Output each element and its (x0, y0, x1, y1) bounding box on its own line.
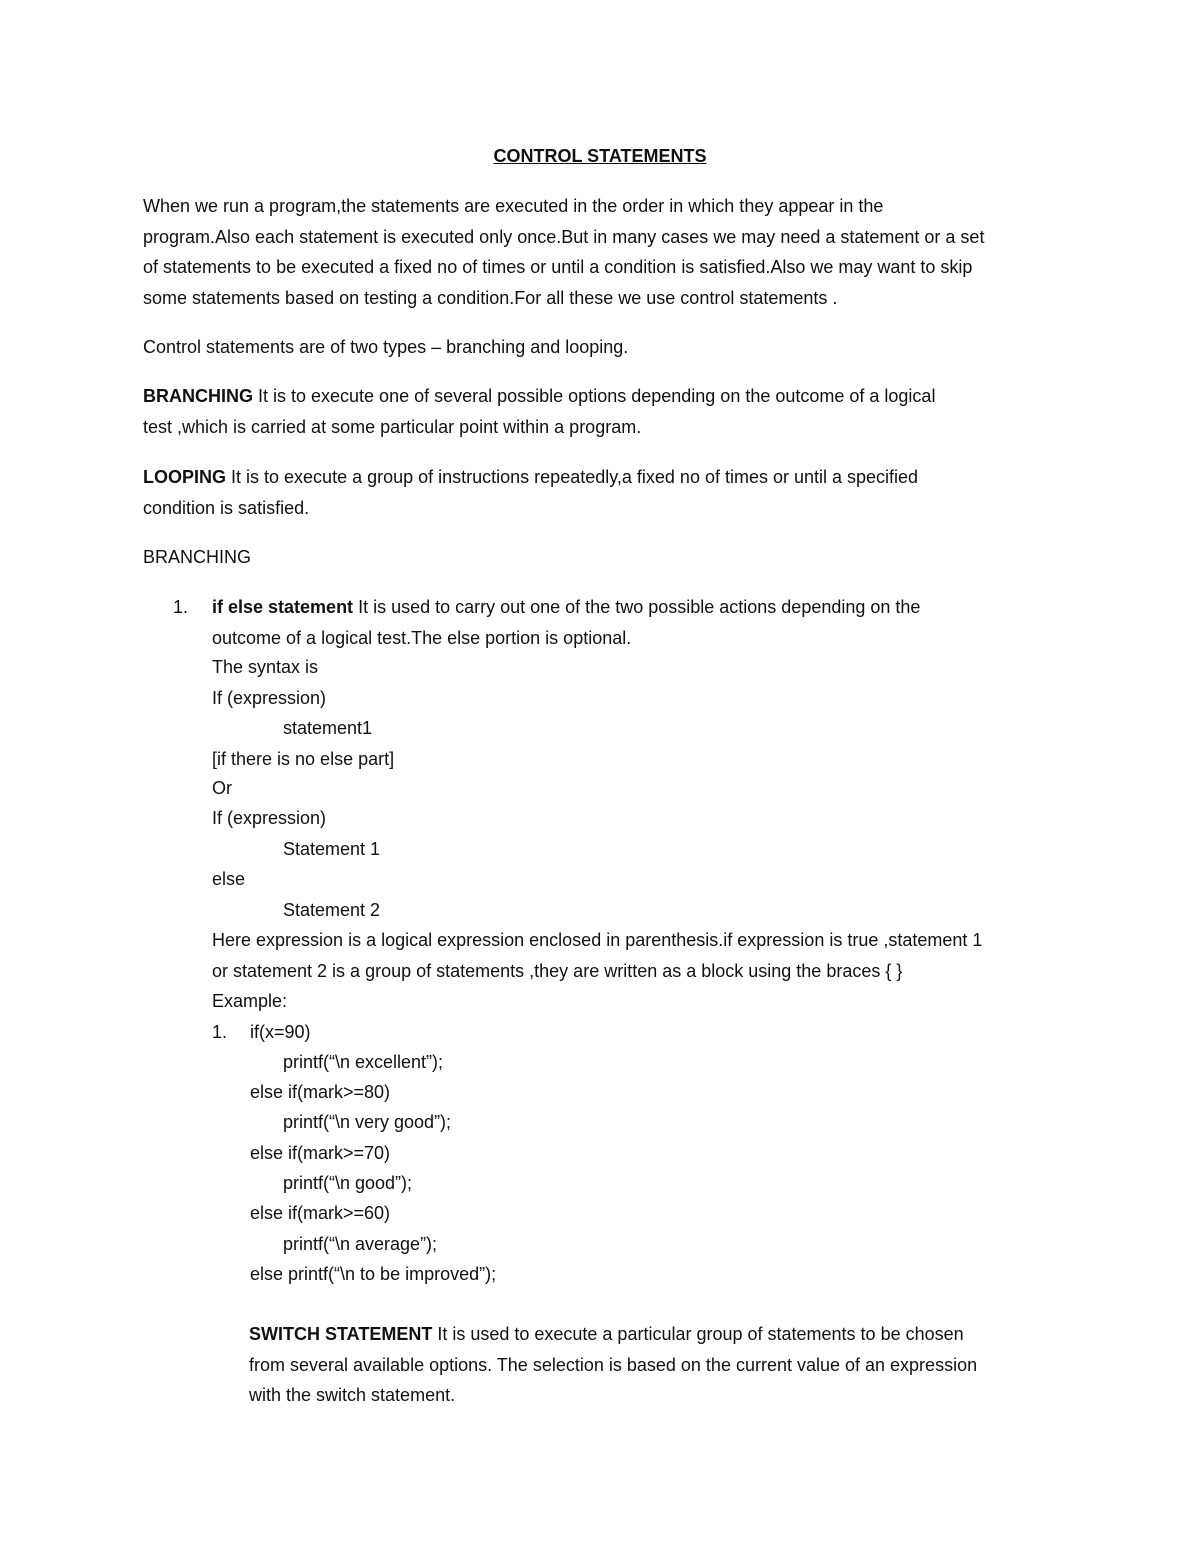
looping-definition-line-2: condition is satisfied. (143, 498, 310, 518)
if-else-term: if else statement (212, 597, 354, 617)
branching-heading: BRANCHING (143, 547, 252, 567)
syntax-label: The syntax is (212, 657, 319, 677)
syntax-line: Or (212, 778, 232, 798)
example-list-number: 1. (212, 1022, 228, 1042)
syntax-line: statement1 (283, 718, 373, 738)
intro-line-2: program.Also each statement is executed only once.But in many cases we may need a statement or a set (143, 227, 985, 247)
intro-line-4: some statements based on testing a condition.For all these we use control statements . (143, 288, 838, 308)
code-line: printf(“\n average”); (283, 1234, 438, 1254)
code-line: printf(“\n excellent”); (283, 1052, 444, 1072)
syntax-line: If (expression) (212, 688, 327, 708)
code-line: else printf(“\n to be improved”); (250, 1264, 497, 1284)
switch-line-2: from several available options. The selection is based on the current value of an expression (249, 1355, 978, 1375)
code-line: else if(mark>=70) (250, 1143, 391, 1163)
intro-line-1: When we run a program,the statements are executed in the order in which they appear in the (143, 196, 884, 216)
code-line: else if(mark>=60) (250, 1203, 391, 1223)
syntax-line: Statement 1 (283, 839, 381, 859)
explanation-line-1: Here expression is a logical expression enclosed in parenthesis.if expression is true ,statement 1 (212, 930, 983, 950)
code-line: printf(“\n good”); (283, 1173, 413, 1193)
switch-line-3: with the switch statement. (249, 1385, 456, 1405)
code-line: printf(“\n very good”); (283, 1112, 452, 1132)
if-else-line-2: outcome of a logical test.The else portion is optional. (212, 628, 632, 648)
if-else-line-1 (212, 596, 920, 618)
explanation-line-2: or statement 2 is a group of statements ,they are written as a block using the braces { } (212, 961, 903, 981)
intro-line-3: of statements to be executed a fixed no of times or until a condition is satisfied.Also we may want to skip (143, 257, 973, 277)
looping-term: LOOPING (143, 467, 227, 487)
switch-term: SWITCH STATEMENT (249, 1324, 433, 1344)
code-line: else if(mark>=80) (250, 1082, 391, 1102)
branching-definition-line-2: test ,which is carried at some particular point within a program. (143, 417, 642, 437)
if-else-list-number: 1. (173, 597, 189, 617)
branching-definition-text: It is to execute one of several possible options depending on the outcome of a logical (253, 386, 936, 406)
looping-definition-text: It is to execute a group of instructions repeatedly,a fixed no of times or until a specified (226, 467, 919, 487)
switch-line-1 (249, 1323, 964, 1345)
if-else-text: It is used to carry out one of the two possible actions depending on the (353, 597, 921, 617)
syntax-line: Statement 2 (283, 900, 381, 920)
looping-definition-line-1 (143, 466, 918, 488)
branching-term: BRANCHING (143, 386, 253, 406)
example-label: Example: (212, 991, 288, 1011)
syntax-line: else (212, 869, 246, 889)
branching-definition-line-1 (143, 385, 935, 407)
switch-text: It is used to execute a particular group of statements to be chosen (432, 1324, 964, 1344)
page-title: CONTROL STATEMENTS (493, 146, 707, 166)
syntax-line: If (expression) (212, 808, 327, 828)
code-line: if(x=90) (250, 1022, 311, 1042)
syntax-line: [if there is no else part] (212, 749, 395, 769)
types-line: Control statements are of two types – branching and looping. (143, 337, 629, 357)
